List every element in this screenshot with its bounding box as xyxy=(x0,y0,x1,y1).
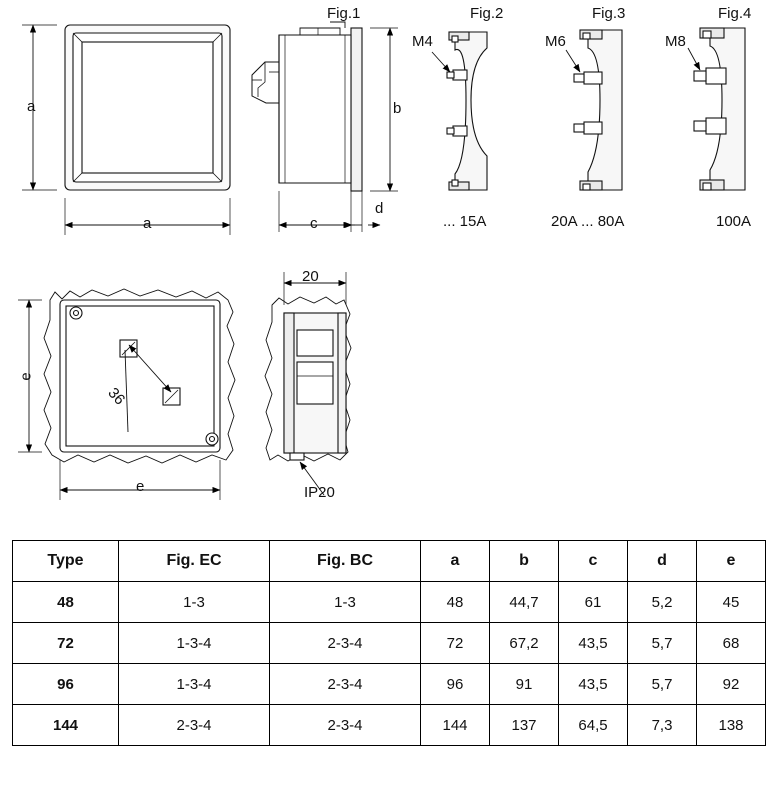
label-fig2: Fig.2 xyxy=(470,5,504,22)
cell-type: 72 xyxy=(13,623,119,664)
cell-fig-ec: 1-3-4 xyxy=(119,623,270,664)
cell-c: 64,5 xyxy=(559,705,628,746)
table-row xyxy=(13,705,766,746)
cell-b: 67,2 xyxy=(490,623,559,664)
label-current-range-2: 20A ... 80A xyxy=(551,213,625,230)
label-current-range-3: 100A xyxy=(716,213,752,230)
cell-fig-ec: 2-3-4 xyxy=(119,705,270,746)
cell-c: 61 xyxy=(559,582,628,623)
cell-fig-ec: 1-3-4 xyxy=(119,664,270,705)
cell-d: 5,7 xyxy=(628,664,697,705)
header-d: d xyxy=(628,541,697,582)
cell-d: 7,3 xyxy=(628,705,697,746)
header-e: e xyxy=(697,541,766,582)
cell-type: 96 xyxy=(13,664,119,705)
dim-e-horizontal: e xyxy=(136,478,145,495)
label-m8: M8 xyxy=(665,33,686,50)
dim-c: c xyxy=(310,215,318,232)
table-row xyxy=(13,582,766,623)
label-fig1: Fig.1 xyxy=(327,5,361,22)
dim-a-horizontal: a xyxy=(143,215,152,232)
dim-b: b xyxy=(393,100,402,117)
table-row xyxy=(13,623,766,664)
cell-a: 144 xyxy=(421,705,490,746)
cell-fig-ec: 1-3 xyxy=(119,582,270,623)
label-current-range-1: ... 15A xyxy=(443,213,487,230)
label-m6: M6 xyxy=(545,33,566,50)
cell-fig-bc: 2-3-4 xyxy=(270,664,421,705)
cell-a: 96 xyxy=(421,664,490,705)
cell-e: 92 xyxy=(697,664,766,705)
dim-e-vertical: e xyxy=(17,372,35,381)
dim-36: 36 xyxy=(104,384,129,409)
cell-e: 138 xyxy=(697,705,766,746)
label-fig4: Fig.4 xyxy=(718,5,752,22)
cell-e: 45 xyxy=(697,582,766,623)
header-fig-bc: Fig. BC xyxy=(270,541,421,582)
header-c: c xyxy=(559,541,628,582)
dim-d: d xyxy=(375,200,384,217)
header-fig-ec: Fig. EC xyxy=(119,541,270,582)
label-m4: M4 xyxy=(412,33,433,50)
cell-b: 137 xyxy=(490,705,559,746)
header-b: b xyxy=(490,541,559,582)
table-header-row xyxy=(13,541,766,582)
cell-fig-bc: 2-3-4 xyxy=(270,623,421,664)
cell-type: 48 xyxy=(13,582,119,623)
header-type: Type xyxy=(13,541,119,582)
cell-a: 72 xyxy=(421,623,490,664)
cell-fig-bc: 2-3-4 xyxy=(270,705,421,746)
cell-d: 5,2 xyxy=(628,582,697,623)
dim-a-vertical: a xyxy=(27,98,36,115)
header-a: a xyxy=(421,541,490,582)
cell-a: 48 xyxy=(421,582,490,623)
cell-fig-bc: 1-3 xyxy=(270,582,421,623)
dim-20: 20 xyxy=(302,268,319,285)
label-ip20: IP20 xyxy=(304,484,335,501)
cell-type: 144 xyxy=(13,705,119,746)
cell-c: 43,5 xyxy=(559,623,628,664)
label-fig3: Fig.3 xyxy=(592,5,626,22)
cell-e: 68 xyxy=(697,623,766,664)
cell-c: 43,5 xyxy=(559,664,628,705)
table-row xyxy=(13,664,766,705)
cell-d: 5,7 xyxy=(628,623,697,664)
cell-b: 91 xyxy=(490,664,559,705)
cell-b: 44,7 xyxy=(490,582,559,623)
specification-table xyxy=(12,540,766,746)
